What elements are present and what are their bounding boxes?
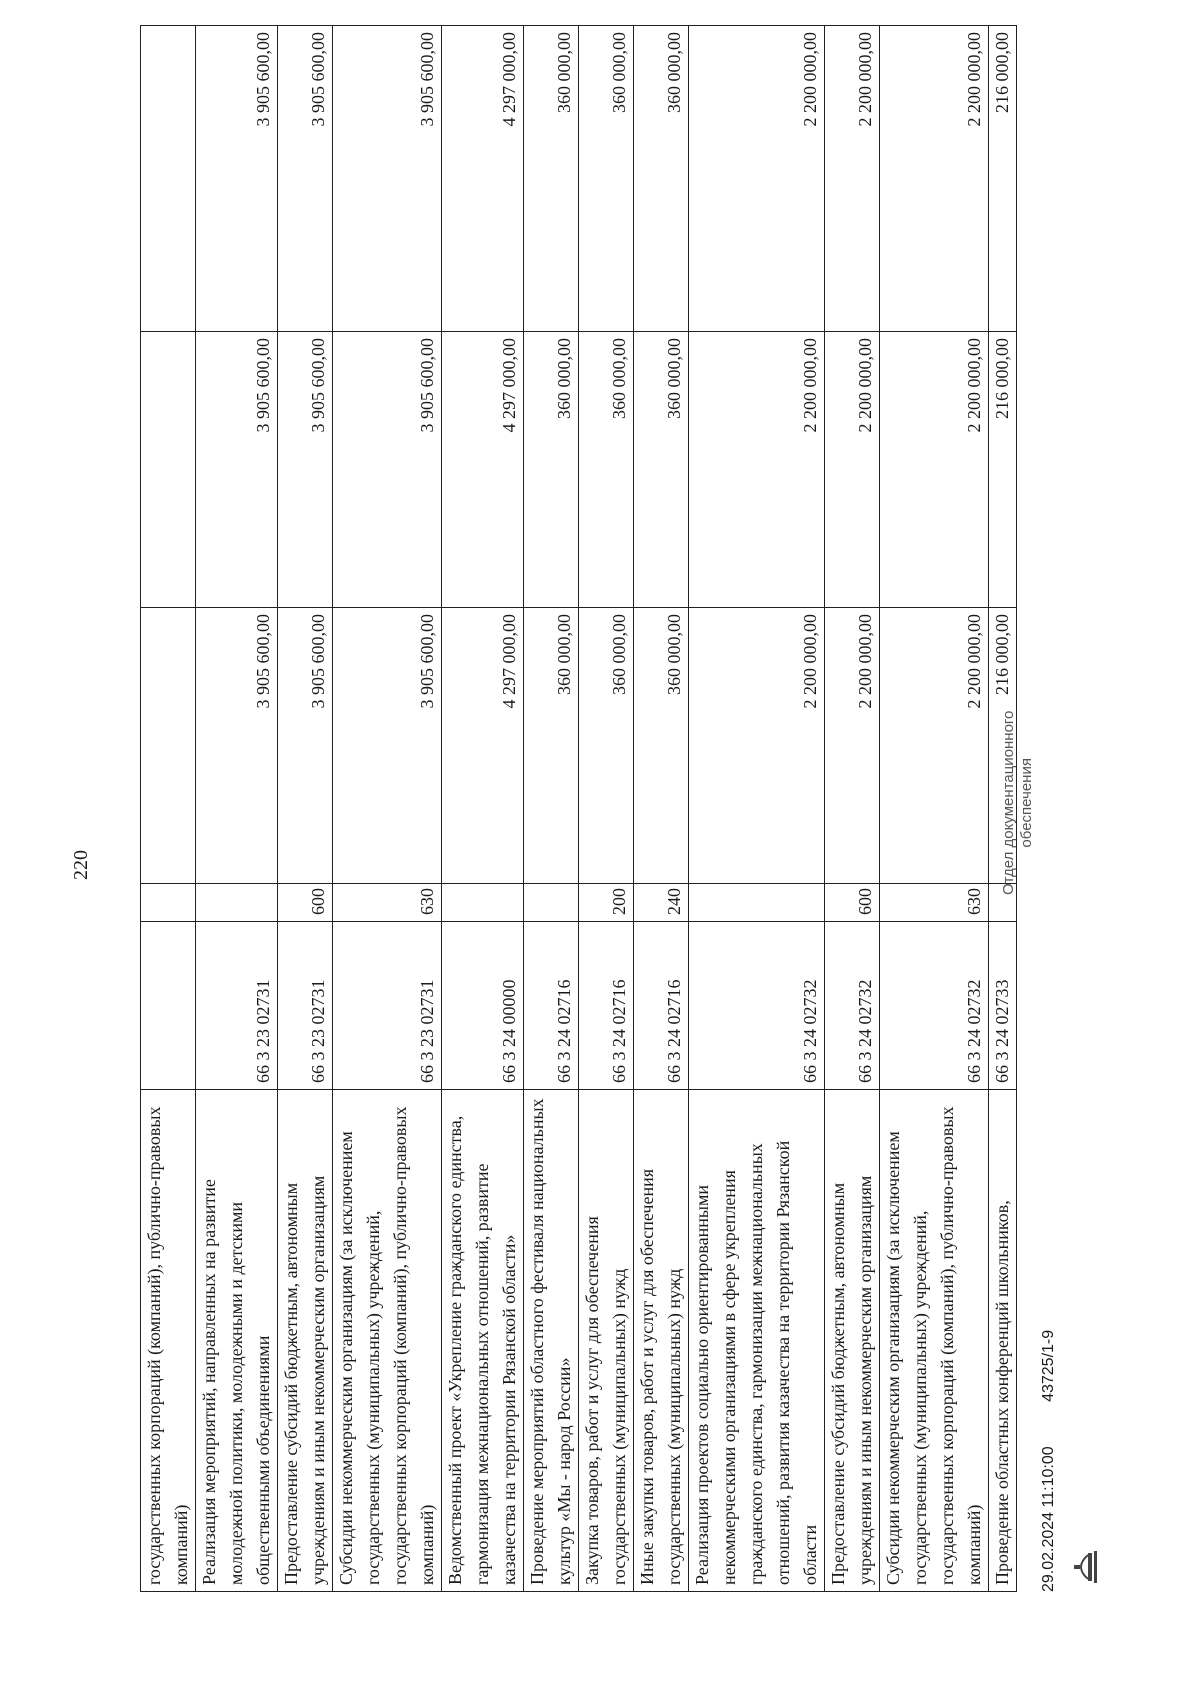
- row-value-2: 3 905 600,00: [333, 332, 442, 608]
- row-code: 66 3 24 02716: [579, 922, 634, 1090]
- row-value-2: 2 200 000,00: [825, 332, 880, 608]
- row-code: 66 3 23 02731: [333, 922, 442, 1090]
- row-value-1: 3 905 600,00: [333, 608, 442, 884]
- table-row: [689, 26, 825, 1592]
- row-expense-type: [442, 884, 524, 922]
- row-value-1: 360 000,00: [634, 608, 689, 884]
- row-expense-type: 240: [634, 884, 689, 922]
- row-value-3: 360 000,00: [579, 26, 634, 332]
- department-stamp: [1000, 711, 1036, 895]
- row-code: 66 3 24 02732: [689, 922, 825, 1090]
- row-value-1: 2 200 000,00: [880, 608, 989, 884]
- row-expense-type: [689, 884, 825, 922]
- row-code: 66 3 24 02732: [825, 922, 880, 1090]
- row-value-2: 360 000,00: [579, 332, 634, 608]
- row-value-1: [141, 608, 196, 884]
- row-expense-type: 600: [825, 884, 880, 922]
- row-value-2: 2 200 000,00: [880, 332, 989, 608]
- stamp-line-1: Отдел документационного: [1000, 710, 1017, 895]
- row-value-3: 2 200 000,00: [825, 26, 880, 332]
- row-code: 66 3 24 00000: [442, 922, 524, 1090]
- row-name: Субсидии некоммерческим организациям (за исключением государственных (муниципальных) учреждений, государственных корпораций (компаний), публично-правовых компаний): [333, 1090, 442, 1592]
- row-name: Ведомственный проект «Укрепление гражданского единства, гармонизация межнациональных отношений, развитие казачества на территории Рязанской области»: [442, 1090, 524, 1592]
- row-expense-type: [196, 884, 278, 922]
- row-value-2: 360 000,00: [524, 332, 579, 608]
- row-code: 66 3 24 02716: [634, 922, 689, 1090]
- budget-table: [140, 25, 1017, 1592]
- row-code: 66 3 24 02716: [524, 922, 579, 1090]
- table-row: [634, 26, 689, 1592]
- row-value-1: 360 000,00: [524, 608, 579, 884]
- row-value-3: 3 905 600,00: [196, 26, 278, 332]
- stamp-line-2: обеспечения: [1018, 758, 1035, 848]
- row-value-1: 2 200 000,00: [825, 608, 880, 884]
- row-value-3: 3 905 600,00: [278, 26, 333, 332]
- row-value-3: 216 000,00: [989, 26, 1017, 332]
- row-expense-type: 200: [579, 884, 634, 922]
- row-code: 66 3 23 02731: [278, 922, 333, 1090]
- row-value-3: 2 200 000,00: [880, 26, 989, 332]
- row-value-3: [141, 26, 196, 332]
- row-value-1: 3 905 600,00: [196, 608, 278, 884]
- row-name: Проведение областных конференций школьников,: [989, 1090, 1017, 1592]
- row-name: Иные закупки товаров, работ и услуг для обеспечения государственных (муниципальных) нужд: [634, 1090, 689, 1592]
- table-row: [333, 26, 442, 1592]
- row-value-3: 360 000,00: [524, 26, 579, 332]
- table-row: [524, 26, 579, 1592]
- row-name: Реализация проектов социально ориентированными некоммерческими организациями в сфере укрепления гражданского единства, гармонизации межнациональных отношений, развития казачества на территории Рязанской области: [689, 1090, 825, 1592]
- row-value-2: [141, 332, 196, 608]
- footer-date: 29.02.2024 11:10:00: [1040, 1446, 1057, 1592]
- row-value-1: 3 905 600,00: [278, 608, 333, 884]
- table-row: [825, 26, 880, 1592]
- table-row: [442, 26, 524, 1592]
- row-code: 66 3 24 02733: [989, 922, 1017, 1090]
- row-value-2: 360 000,00: [634, 332, 689, 608]
- row-name: Реализация мероприятий, направленных на развитие молодежной политики, молодежными и детскими общественными объединениями: [196, 1090, 278, 1592]
- row-value-3: 3 905 600,00: [333, 26, 442, 332]
- footer-doc-number: 43725/1-9: [1040, 1329, 1057, 1402]
- row-value-2: 216 000,00: [989, 332, 1017, 608]
- row-code: 66 3 24 02732: [880, 922, 989, 1090]
- table-row: [880, 26, 989, 1592]
- row-expense-type: [141, 884, 196, 922]
- row-expense-type: 630: [880, 884, 989, 922]
- row-name: Предоставление субсидий бюджетным, автономным учреждениям и иным некоммерческим организациям: [825, 1090, 880, 1592]
- table-row: [196, 26, 278, 1592]
- row-value-3: 4 297 000,00: [442, 26, 524, 332]
- row-value-1: 2 200 000,00: [689, 608, 825, 884]
- row-value-3: 2 200 000,00: [689, 26, 825, 332]
- row-name: Закупка товаров, работ и услуг для обеспечения государственных (муниципальных) нужд: [579, 1090, 634, 1592]
- row-value-1: 216 000,00: [989, 608, 1017, 884]
- table-row: [579, 26, 634, 1592]
- table-row: [278, 26, 333, 1592]
- row-value-2: 3 905 600,00: [196, 332, 278, 608]
- row-expense-type: [524, 884, 579, 922]
- row-value-2: 3 905 600,00: [278, 332, 333, 608]
- row-name: государственных корпораций (компаний), публично-правовых компаний): [141, 1090, 196, 1592]
- row-name: Проведение мероприятий областного фестиваля национальных культур «Мы - народ России»: [524, 1090, 579, 1592]
- row-expense-type: 600: [278, 884, 333, 922]
- row-name: Субсидии некоммерческим организациям (за исключением государственных (муниципальных) учреждений, государственных корпораций (компаний), публично-правовых компаний): [880, 1090, 989, 1592]
- row-value-1: 4 297 000,00: [442, 608, 524, 884]
- row-value-2: 2 200 000,00: [689, 332, 825, 608]
- row-code: [141, 922, 196, 1090]
- row-expense-type: 630: [333, 884, 442, 922]
- row-code: 66 3 23 02731: [196, 922, 278, 1090]
- row-value-3: 360 000,00: [634, 26, 689, 332]
- row-value-1: 360 000,00: [579, 608, 634, 884]
- footer-meta: [1040, 1290, 1058, 1592]
- row-value-2: 4 297 000,00: [442, 332, 524, 608]
- page-number: 220: [70, 850, 92, 880]
- table-row: [141, 26, 196, 1592]
- emblem-icon: [1070, 1549, 1100, 1585]
- row-name: Предоставление субсидий бюджетным, автономным учреждениям и иным некоммерческим организациям: [278, 1090, 333, 1592]
